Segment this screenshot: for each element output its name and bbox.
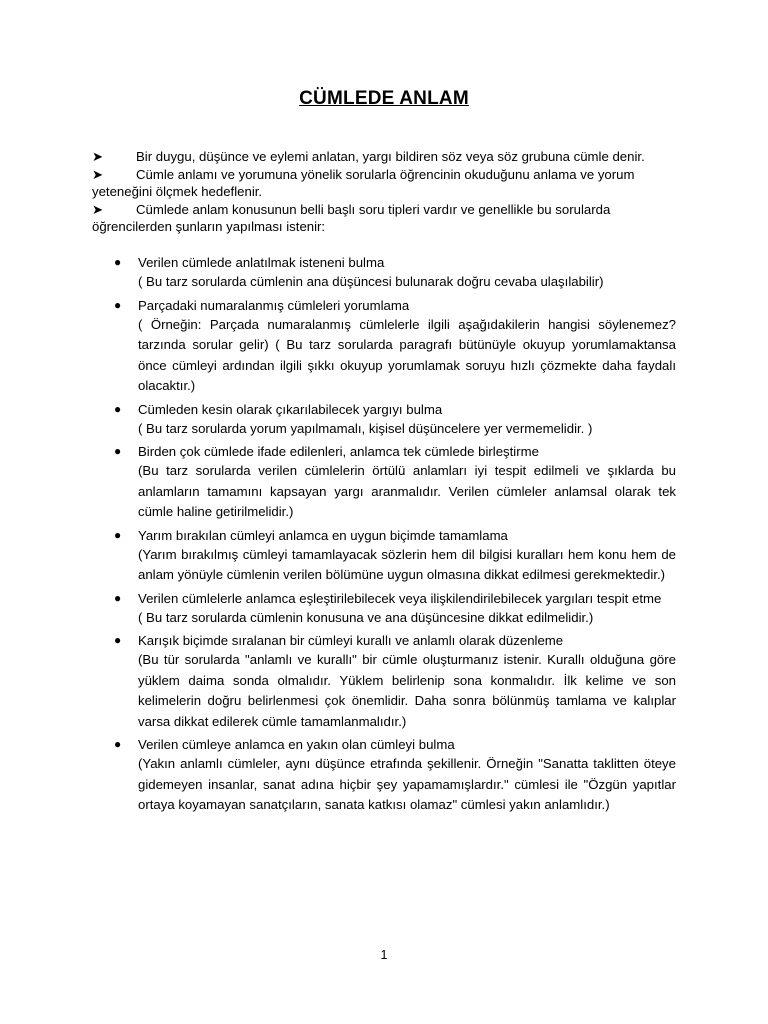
list-item bbox=[92, 400, 676, 440]
intro-paragraph bbox=[92, 148, 676, 166]
intro-paragraph bbox=[92, 166, 676, 201]
question-type-list bbox=[92, 253, 676, 819]
bullet-icon: ● bbox=[114, 590, 122, 605]
item-note: (Bu tarz sorularda verilen cümlelerin örtülü anlamları iyi tespit edilmeli ve şıklarda bu anlamların tamamını kapsayan yargı aranmalıdır. Verilen cümleler anlamsal olarak tek cümle haline getirilmelidir.) bbox=[138, 463, 676, 519]
intro-paragraph bbox=[92, 201, 676, 236]
arrowhead-icon: ➤ bbox=[92, 149, 104, 164]
bullet-icon: ● bbox=[114, 401, 122, 416]
item-note: (Yakın anlamlı cümleler, aynı düşünce etrafında şekillenir. Örneğin "Sanatta taklitten öteye gidemeyen insanlar, sanat adına hiçbir şey yapamamışlardır." cümlesi ile "Özgün yapıtlar ortaya koyamayan sanatçıların, sanata katkısı olamaz" cümlesi yakın anlamlıdır.) bbox=[138, 756, 676, 812]
page-title: CÜMLEDE ANLAM bbox=[299, 88, 469, 109]
bullet-icon: ● bbox=[114, 255, 122, 269]
item-note: ( Bu tarz sorularda yorum yapılmamalı, kişisel düşüncelere yer vermemelidir. ) bbox=[138, 420, 593, 436]
item-heading: Karışık biçimde sıralanan bir cümleyi kurallı ve anlamlı olarak düzenleme bbox=[138, 633, 564, 648]
item-note: (Yarım bırakılmış cümleyi tamamlayacak sözlerin hem dil bilgisi kuralları hem konu hem de anlam yönüyle cümlenin verilen bölümüne uygun olmasına dikkat edilmesi gerekmektedir.) bbox=[138, 546, 676, 582]
item-heading: Parçadaki numaralanmış cümleleri yorumlama bbox=[138, 297, 410, 313]
arrowhead-icon: ➤ bbox=[92, 201, 104, 217]
item-heading: Yarım bırakılan cümleyi anlamca en uygun biçimde tamamlama bbox=[138, 527, 508, 543]
intro-section bbox=[92, 148, 676, 236]
item-note: ( Bu tarz sorularda cümlenin ana düşüncesi bulunarak doğru cevaba ulaşılabilir) bbox=[138, 274, 604, 289]
list-item bbox=[92, 631, 676, 732]
bullet-icon: ● bbox=[114, 444, 122, 458]
item-heading: Birden çok cümlede ifade edilenleri, anlamca tek cümlede birleştirme bbox=[138, 444, 539, 459]
item-note: ( Bu tarz sorularda cümlenin konusuna ve ana düşüncesine dikkat edilmelidir.) bbox=[138, 609, 594, 625]
list-item bbox=[92, 589, 676, 629]
bullet-icon: ● bbox=[114, 633, 122, 647]
intro-text: Cümle anlamı ve yorumuna yönelik sorularla öğrencinin okuduğunu anlama ve yorum yeteneğini ölçmek hedeflenir. bbox=[92, 166, 635, 199]
intro-text: Cümlede anlam konusunun belli başlı soru tipleri vardır ve genellikle bu sorularda öğrencilerden şunların yapılması istenir: bbox=[92, 201, 611, 234]
bullet-icon: ● bbox=[114, 737, 122, 751]
item-heading: Verilen cümleye anlamca en yakın olan cümleyi bulma bbox=[138, 737, 455, 752]
arrowhead-icon: ➤ bbox=[92, 166, 104, 182]
bullet-icon: ● bbox=[114, 297, 122, 312]
page-number: 1 bbox=[380, 948, 388, 962]
intro-text: Bir duygu, düşünce ve eylemi anlatan, yargı bildiren söz veya söz grubuna cümle denir. bbox=[136, 149, 645, 164]
list-item bbox=[92, 253, 676, 293]
list-item bbox=[92, 442, 676, 523]
list-item bbox=[92, 526, 676, 586]
list-item bbox=[92, 735, 676, 816]
item-heading: Cümleden kesin olarak çıkarılabilecek yargıyı bulma bbox=[138, 401, 443, 417]
item-note: (Bu tür sorularda "anlamlı ve kurallı" bir cümle oluşturmanız istenir. Kurallı olduğuna göre yüklem daima sonda olmalıdır. Yüklem belirlenip sona konmalıdır. İlk kelime ve son kelimelerin doğru belirlenmesi çok önemlidir. Daha sonra bölünmüş tamlama ve kalıplar varsa dikkat edilerek cümle tamamlanmalıdır.) bbox=[138, 652, 676, 729]
item-heading: Verilen cümlede anlatılmak isteneni bulma bbox=[138, 255, 385, 270]
item-heading: Verilen cümlelerle anlamca eşleştirilebilecek veya ilişkilendirilebilecek yargıları tespit etme bbox=[138, 590, 662, 606]
list-item bbox=[92, 296, 676, 397]
bullet-icon: ● bbox=[114, 527, 122, 542]
item-note: ( Örneğin: Parçada numaralanmış cümlelerle ilgili aşağıdakilerin hangisi söylenemez? tarzında sorular gelir) ( Bu tarz sorularda paragrafı bütünüyle okuyup yorumlamaktansa önce cümleyi ardından ilgili şıkkı okuyup yorumlamak soruyu hızlı çözmekte daha faydalı olacaktır.) bbox=[138, 316, 676, 393]
